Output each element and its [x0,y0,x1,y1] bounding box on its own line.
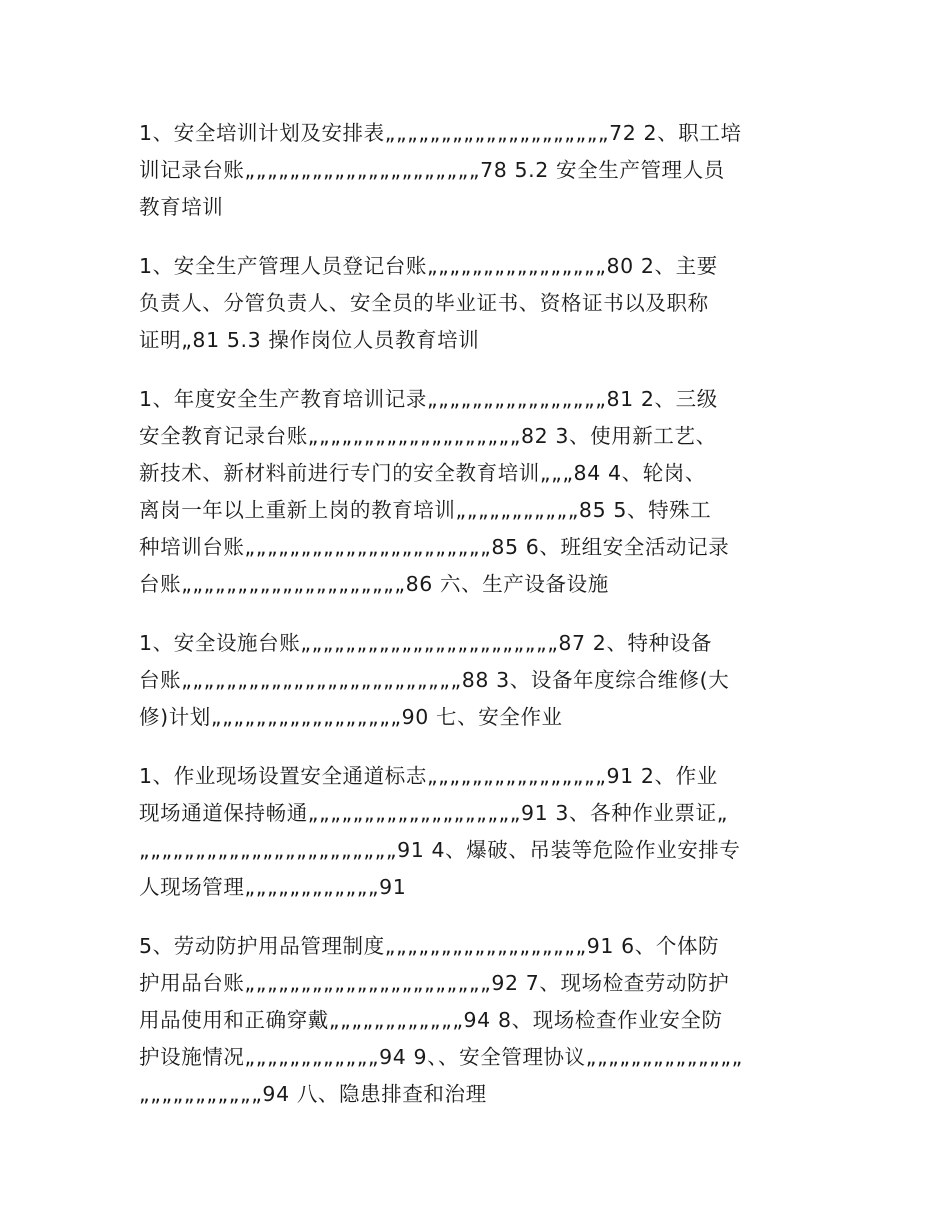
toc-line: 台账„„„„„„„„„„„„„„„„„„„„86 六、生产设备设施 [139,572,609,596]
toc-line: 1、安全培训计划及安排表„„„„„„„„„„„„„„„„„„„„72 2、职工培 [139,121,742,145]
toc-line: 人现场管理„„„„„„„„„„„„91 [139,875,407,899]
toc-line: 新技术、新材料前进行专门的安全教育培训„„„84 4、轮岗、 [139,461,707,485]
toc-line: 教育培训 [139,195,224,219]
toc-line: 1、年度安全生产教育培训记录„„„„„„„„„„„„„„„„81 2、三级 [139,387,718,411]
toc-line: 负责人、分管负责人、安全员的毕业证书、资格证书以及职称 [139,291,709,315]
toc-line: 护用品台账„„„„„„„„„„„„„„„„„„„„„„92 7、现场检查劳动防护 [139,971,730,995]
toc-line: 离岗一年以上重新上岗的教育培训„„„„„„„„„„„85 5、特殊工 [139,498,712,522]
toc-line: 种培训台账„„„„„„„„„„„„„„„„„„„„„„85 6、班组安全活动记录 [139,535,730,559]
toc-line: „„„„„„„„„„„„„„„„„„„„„„„91 4、爆破、吊装等危险作业安排专 [139,838,741,862]
toc-line: 用品使用和正确穿戴„„„„„„„„„„„„94 8、现场检查作业安全防 [139,1008,723,1032]
toc-line: 1、安全设施台账„„„„„„„„„„„„„„„„„„„„„„„87 2、特种设备 [139,631,712,655]
toc-line: 1、作业现场设置安全通道标志„„„„„„„„„„„„„„„„91 2、作业 [139,764,718,788]
toc-paragraph [139,381,811,603]
toc-paragraph [139,248,811,359]
toc-line: 1、安全生产管理人员登记台账„„„„„„„„„„„„„„„„80 2、主要 [139,254,718,278]
toc-paragraph [139,928,811,1113]
toc-line: 台账„„„„„„„„„„„„„„„„„„„„„„„„„88 3、设备年度综合维修(大 [139,668,730,692]
toc-paragraph [139,758,811,906]
toc-line: 证明„81 5.3 操作岗位人员教育培训 [139,328,480,352]
toc-line: 修)计划„„„„„„„„„„„„„„„„„90 七、安全作业 [139,705,563,729]
toc-line: 安全教育记录台账„„„„„„„„„„„„„„„„„„„82 3、使用新工艺、 [139,424,717,448]
toc-paragraph [139,115,811,226]
toc-line: 训记录台账„„„„„„„„„„„„„„„„„„„„„78 5.2 安全生产管理人员 [139,158,725,182]
toc-line: 护设施情况„„„„„„„„„„„„94 9、、安全管理协议„„„„„„„„„„„„„„ [139,1045,743,1069]
toc-line: 现场通道保持畅通„„„„„„„„„„„„„„„„„„„91 3、各种作业票证„ [139,801,728,825]
toc-line: 5、劳动防护用品管理制度„„„„„„„„„„„„„„„„„„91 6、个体防 [139,934,720,958]
toc-line: „„„„„„„„„„„94 八、隐患排查和治理 [139,1082,487,1106]
toc-content [139,115,811,1135]
toc-paragraph [139,625,811,736]
